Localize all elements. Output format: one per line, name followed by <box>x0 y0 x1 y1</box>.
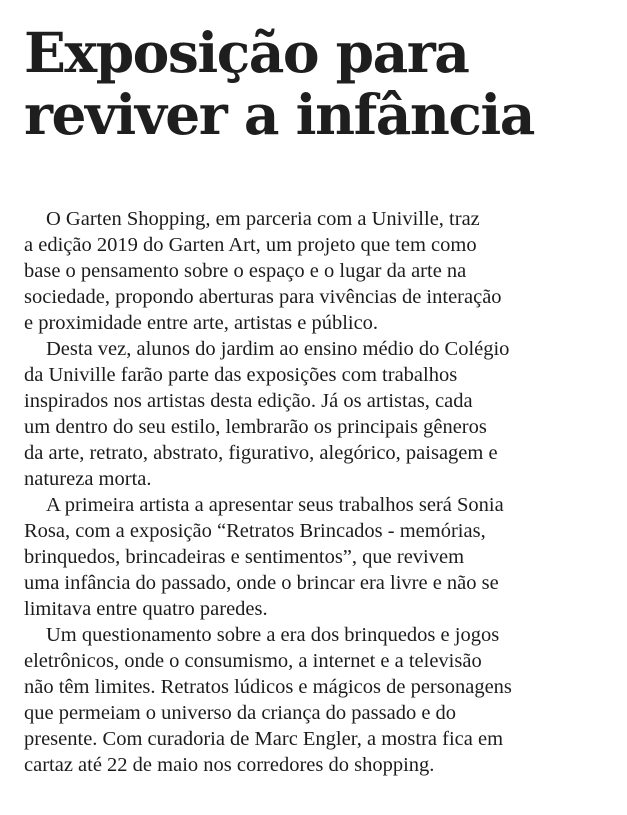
text-line: limitava entre quatro paredes. <box>24 598 268 620</box>
text-line: um dentro do seu estilo, lembrarão os principais gêneros <box>24 416 487 438</box>
text-line: A primeira artista a apresentar seus trabalhos será Sonia <box>46 494 504 516</box>
text-line: a edição 2019 do Garten Art, um projeto que tem como <box>24 234 477 256</box>
headline-line: reviver a infância <box>24 82 534 147</box>
text-line: Desta vez, alunos do jardim ao ensino médio do Colégio <box>46 338 510 360</box>
headline-line: Exposição para <box>24 20 469 85</box>
text-line: brinquedos, brincadeiras e sentimentos”, que revivem <box>24 546 465 568</box>
text-line: sociedade, propondo aberturas para vivências de interação <box>24 286 502 308</box>
text-line: que permeiam o universo da criança do passado e do <box>24 702 457 724</box>
text-line: da Univille farão parte das exposições com trabalhos <box>24 364 458 386</box>
text-line: natureza morta. <box>24 468 152 490</box>
paragraph-3 <box>24 492 614 622</box>
text-line: cartaz até 22 de maio nos corredores do shopping. <box>24 754 435 776</box>
headline <box>24 22 614 146</box>
text-line: da arte, retrato, abstrato, figurativo, alegórico, paisagem e <box>24 442 498 464</box>
text-line: Rosa, com a exposição “Retratos Brincados - memórias, <box>24 520 486 542</box>
text-line: eletrônicos, onde o consumismo, a internet e a televisão <box>24 650 482 672</box>
text-line: e proximidade entre arte, artistas e público. <box>24 312 379 334</box>
text-line: base o pensamento sobre o espaço e o lugar da arte na <box>24 260 467 282</box>
text-line: inspirados nos artistas desta edição. Já os artistas, cada <box>24 390 473 412</box>
text-line: presente. Com curadoria de Marc Engler, a mostra fica em <box>24 728 504 750</box>
paragraph-4 <box>24 622 614 778</box>
text-line: não têm limites. Retratos lúdicos e mágicos de personagens <box>24 676 512 698</box>
text-line: O Garten Shopping, em parceria com a Univille, traz <box>46 208 480 230</box>
paragraph-2 <box>24 336 614 492</box>
text-line: Um questionamento sobre a era dos brinquedos e jogos <box>46 624 500 646</box>
paragraph-1 <box>24 206 614 336</box>
text-line: uma infância do passado, onde o brincar era livre e não se <box>24 572 499 594</box>
article-body <box>24 206 614 778</box>
